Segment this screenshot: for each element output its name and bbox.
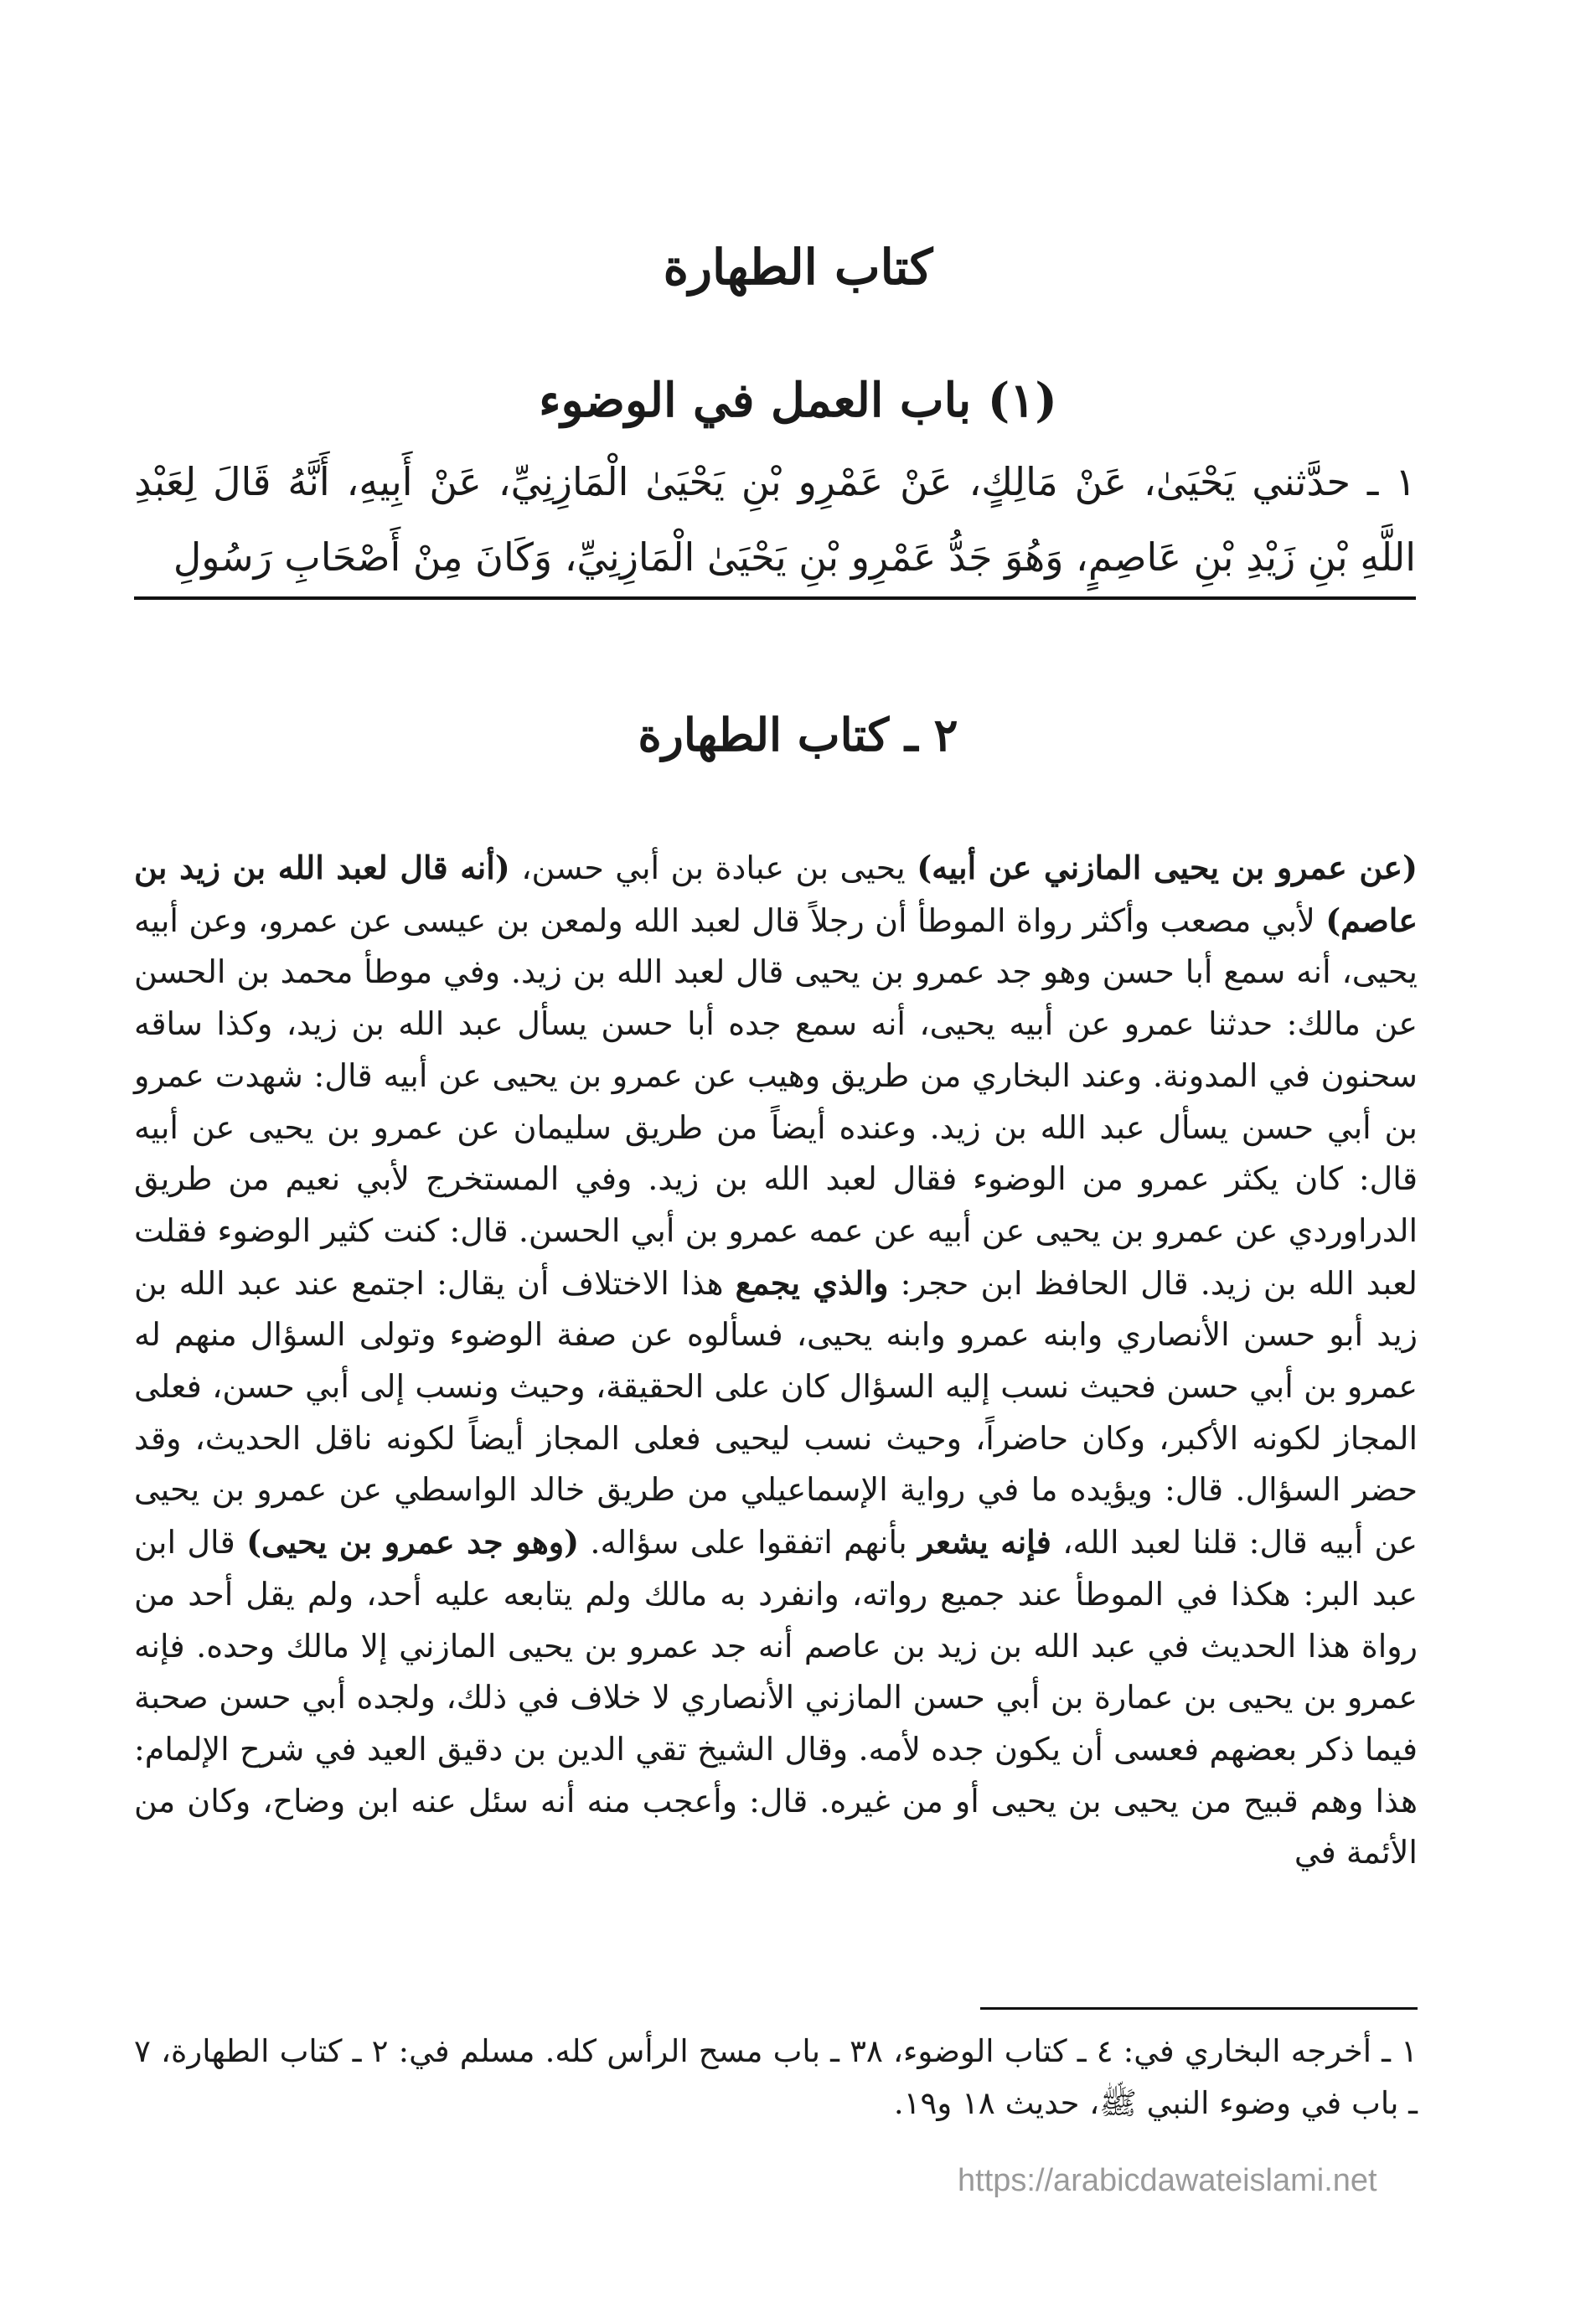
section-title: ٢ ـ كتاب الطهارة [638,708,958,761]
watermark-url: https://arabicdawateislami.net [958,2163,1377,2198]
footnote-rule [980,2007,1418,2010]
footnote-text: ١ ـ أخرجه البخاري في: ٤ ـ كتاب الوضوء، ٣٨ ـ باب مسح الرأس كله. مسلم في: ٢ ـ كتاب الطهارة، ٧ ـ باب في وضوء النبي ﷺ، حديث ١٨ و١٩. [134,2033,1418,2121]
commentary-bold-segment: (أنه قال لعبد الله بن زيد بن عاصم) [134,849,1418,939]
commentary-segment: لأبي مصعب وأكثر رواة الموطأ أن رجلاً قال لعبد الله ولمعن بن عيسى عن عمرو، وعن أبيه يحيى، أنه سمع أبا حسن وهو جد عمرو بن يحيى قال لعبد الله بن زيد. وفي موطأ محمد بن الحسن عن مالك: حدثنا عمرو عن أبيه يحيى، أنه سمع جده أبا حسن يسأل عبد الله بن زيد، وكذا ساقه سحنون في المدونة. وعند البخاري من طريق وهيب عن عمرو بن يحيى عن أبيه قال: شهدت عمرو بن أبي حسن يسأل عبد الله بن زيد. وعنده أيضاً من طريق سليمان عن عمرو بن يحيى عن أبيه قال: كان يكثر عمرو من الوضوء فقال لعبد الله بن زيد. وفي المستخرج لأبي نعيم من طريق الدراوردي عن عمرو بن يحيى عن أبيه عن عمه عمرو بن أبي الحسن. قال: كنت كثير الوضوء فقلت لعبد الله بن زيد. قال الحافظ ابن حجر: [134,901,1418,1302]
hadith-text: ١ ـ حدَّثني يَحْيَىٰ، عَنْ مَالِكٍ، عَنْ عَمْرِو بْنِ يَحْيَىٰ الْمَازِنِيِّ، عَنْ أَبِيهِ، أَنَّهُ قَالَ لِعَبْدِ اللَّهِ بْنِ زَيْدِ بْنِ عَاصِمٍ، وَهُوَ جَدُّ عَمْرِو بْنِ يَحْيَىٰ الْمَازِنِيِّ، وَكَانَ مِنْ أَصْحَابِ رَسُولِ [134,459,1416,580]
book-title: كتاب الطهارة [663,239,933,296]
commentary-text [134,842,1418,1879]
separator-rule [134,596,1416,600]
chapter-title: (١) باب العمل في الوضوء [539,373,1057,428]
commentary-bold-segment: فإنه يشعر [917,1523,1051,1562]
commentary-segment: قال ابن عبد البر: هكذا في الموطأ عند جميع رواته، وانفرد به مالك ولم يتابعه عليه أحد، ولم يقل أحد من رواة هذا الحديث في عبد الله بن زيد بن عاصم أنه جد عمرو بن يحيى المازني إلا مالك وحده. فإنه عمرو بن يحيى بن عمارة بن أبي حسن المازني الأنصاري لا خلاف في ذلك، ولجده أبي حسن صحبة فيما ذكر بعضهم فعسى أن يكون جده لأمه. وقال الشيخ تقي الدين بن دقيق العيد في شرح الإلمام: هذا وهم قبيح من يحيى بن يحيى أو من غيره. قال: وأعجب منه أنه سئل عنه ابن وضاح، وكان من الأئمة في [134,1524,1418,1871]
commentary-bold-segment: (وهو جد عمرو بن يحيى) [246,1523,580,1562]
commentary-bold-segment: والذي يجمع [735,1263,889,1302]
commentary-segment: يحيى بن عبادة بن أبي حسن، [509,849,917,886]
commentary-bold-segment: (عن عمرو بن يحيى المازني عن أبيه) [917,849,1418,886]
commentary-segment: بأنهم اتفقوا على سؤاله. [579,1524,918,1562]
commentary-segment: هذا الاختلاف أن يقال: اجتمع عند عبد الله بن زيد أبو حسن الأنصاري وابنه عمرو وابنه يحيى، فسألوه عن صفة الوضوء وتولى السؤال منهم له عمرو بن أبي حسن فحيث نسب إليه السؤال كان على الحقيقة، وحيث ونسب إلى أبي حسن، فعلى المجاز لكونه الأكبر، وكان حاضراً، وحيث نسب ليحيى فعلى المجاز أيضاً لكونه ناقل الحديث، وقد حضر السؤال. قال: ويؤيده ما في رواية الإسماعيلي من طريق خالد الواسطي عن عمرو بن يحيى عن أبيه قال: قلنا لعبد الله، [134,1264,1418,1562]
